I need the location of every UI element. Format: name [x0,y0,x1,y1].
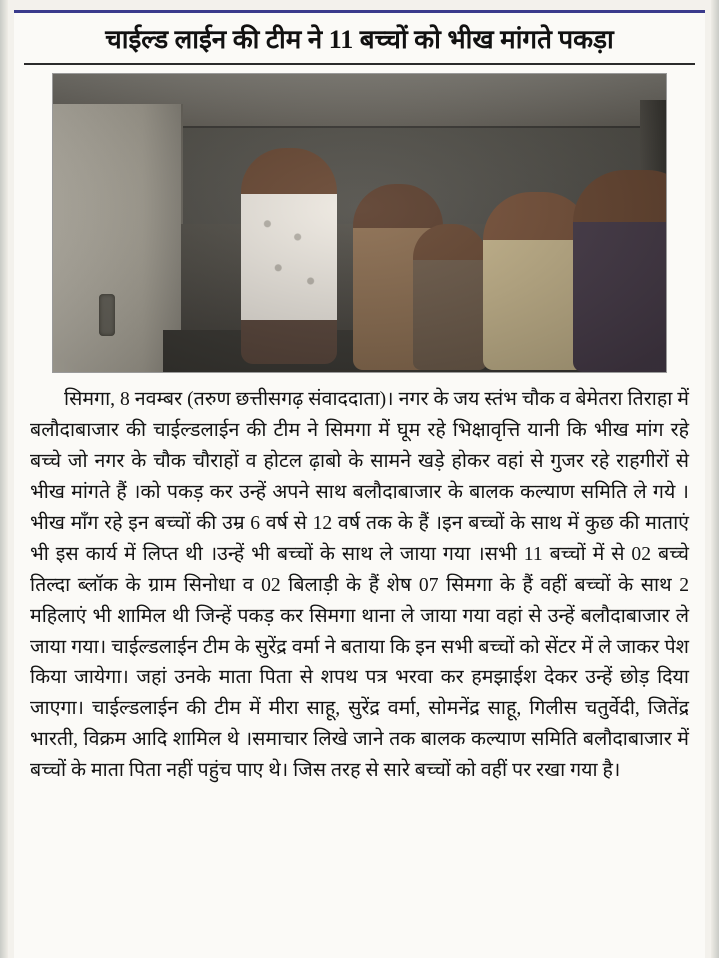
article-paragraph: सिमगा, 8 नवम्बर (तरुण छत्तीसगढ़ संवाददाता)। नगर के जय स्तंभ चौक व बेमेतरा तिराहा में बलौदाबाजार की चाईल्डलाईन की टीम ने सिमगा में घूम रहे भिक्षावृत्ति यानी कि भीख मांग रहे बच्चे जो नगर के चौक चौराहों व होटल ढ़ाबो के सामने खड़े होकर वहां से गुजर रहे राहगीरों से भीख मांगते हैं ।को पकड़ कर उन्हें अपने साथ बलौदाबाजार के बालक कल्याण समिति ले गये ।भीख माँग रहे इन बच्चों की उम्र 6 वर्ष से 12 वर्ष तक के हैं ।इन बच्चों के साथ में कुछ की माताएं भी इस कार्य में लिप्त थी ।उन्हें भी बच्चों के साथ ले जाया गया ।सभी 11 बच्चों में से 02 बच्चे तिल्दा ब्लॉक के ग्राम सिनोधा व 02 बिलाड़ी के हैं शेष 07 सिमगा के हैं वहीं बच्चों के साथ 2 महिलाएं भी शामिल थी जिन्हें पकड़ कर सिमगा थाना ले जाया गया वहां से उन्हें बलौदाबाजार ले जाया गया। चाईल्डलाईन टीम के सुरेंद्र वर्मा ने बताया कि इन सभी बच्चों को सेंटर में ले जाकर पेश किया जायेगा। जहां उनके माता पिता से शपथ पत्र भरवा कर हमझाईश देकर उन्हें छोड़ दिया जाएगा। चाईल्डलाईन की टीम में मीरा साहू, सुरेंद्र वर्मा, सोमनेंद्र साहू, गिलीस चतुर्वेदी, जितेंद्र भारती, विक्रम आदि शामिल थे ।समाचार लिखे जाने तक बालक कल्याण समिति बलौदाबाजार में बच्चों के माता पिता नहीं पहुंच पाए थे। जिस तरह से सारे बच्चों को वहीं पर रखा गया है। [30,388,689,782]
photo-background [53,74,666,372]
clipping-bottom-fade [14,940,705,958]
news-clipping [14,10,705,958]
news-photo [52,73,667,373]
headline: चाईल्ड लाईन की टीम ने 11 बच्चों को भीख मांगते पकड़ा [105,25,614,54]
headline-container [24,19,695,65]
article-body [24,385,695,787]
photo-vignette [53,74,666,372]
